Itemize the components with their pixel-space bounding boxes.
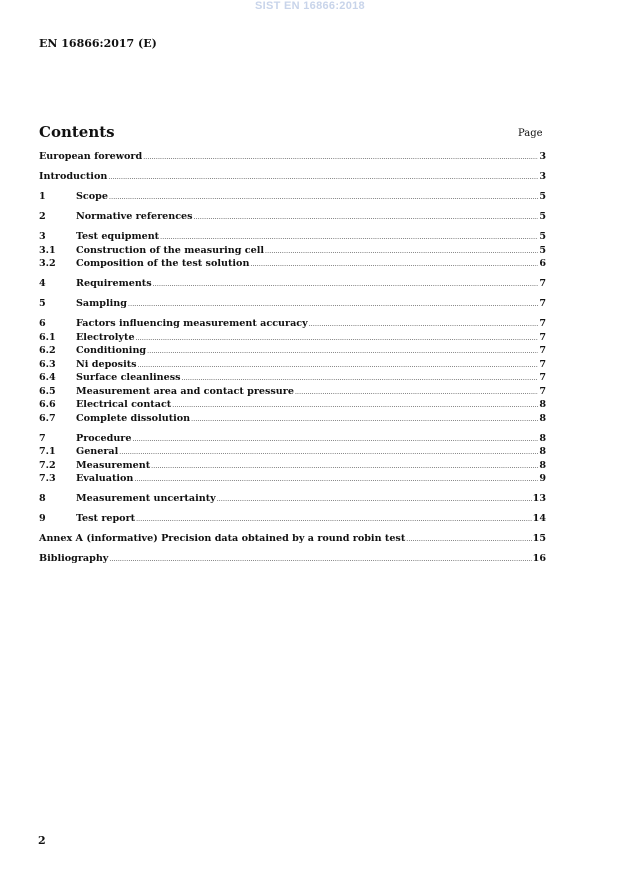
dot-leader (132, 432, 538, 446)
toc-entry-page: 3 (539, 151, 546, 162)
toc-entry-page: 7 (539, 372, 546, 383)
toc-entry[interactable] (39, 385, 546, 399)
toc-entry-page: 6 (539, 258, 546, 269)
toc-entry-page: 5 (539, 244, 546, 256)
toc-entry-number: 6.5 (39, 385, 56, 397)
dot-leader (151, 459, 538, 473)
toc-entry-page: 5 (539, 231, 546, 242)
toc-entry[interactable] (39, 552, 546, 566)
toc-entry-title: Scope (76, 191, 108, 202)
dot-leader (108, 170, 538, 184)
dot-leader (138, 358, 539, 372)
dot-leader (295, 385, 538, 399)
toc-entry[interactable] (39, 512, 546, 526)
toc-entry-number: 6.3 (39, 358, 56, 370)
toc-entry-page: 7 (539, 358, 546, 370)
toc-entry-number: 4 (39, 278, 46, 289)
toc-entry-number: 5 (39, 298, 46, 309)
toc-entry-number: 6.1 (39, 331, 56, 343)
toc-entry-page: 14 (532, 513, 546, 524)
toc-entry-title: Test equipment (76, 231, 160, 242)
toc-entry-title: European foreword (39, 151, 143, 162)
toc-entry-title: Sampling (76, 298, 127, 309)
toc-entry-title: General (76, 446, 119, 457)
toc-entry-title: Normative references (76, 211, 193, 222)
toc-entry-title: Electrical contact (76, 399, 172, 410)
toc-entry[interactable] (39, 257, 546, 271)
toc-entry-title: Measurement uncertainty (76, 493, 216, 504)
toc-entry-title: Electrolyte (76, 331, 135, 343)
toc-entry-number: 8 (39, 493, 46, 504)
toc-entry-title: Introduction (39, 171, 108, 182)
toc-entry[interactable] (39, 170, 546, 184)
dot-leader (194, 210, 539, 224)
toc-entry[interactable] (39, 317, 546, 331)
toc-entry-title: Evaluation (76, 473, 134, 484)
toc-entry-page: 16 (532, 553, 546, 564)
dot-leader (128, 297, 538, 311)
dot-leader (147, 344, 538, 358)
toc-entry[interactable] (39, 371, 546, 385)
toc-entry-number: 6.7 (39, 412, 56, 424)
toc-entry-page: 8 (539, 432, 546, 444)
document-id: EN 16866:2017 (E) (39, 37, 157, 50)
toc-entry[interactable] (39, 398, 546, 412)
toc-entry-number: 6 (39, 318, 46, 329)
toc-entry-title: Annex A (informative) Precision data obtained by a round robin test (39, 533, 406, 544)
toc-entry-page: 5 (539, 191, 546, 202)
dot-leader (182, 371, 539, 385)
toc-entry-page: 7 (539, 318, 546, 329)
table-of-contents (39, 150, 546, 566)
toc-entry-page: 7 (539, 331, 546, 343)
toc-entry-title: Measurement area and contact pressure (76, 385, 294, 397)
dot-leader (119, 445, 538, 459)
toc-entry-number: 3.1 (39, 244, 56, 256)
toc-entry-number: 1 (39, 191, 46, 202)
toc-entry-page: 8 (539, 446, 546, 457)
dot-leader (406, 532, 531, 546)
toc-entry[interactable] (39, 331, 546, 345)
toc-entry-page: 7 (539, 345, 546, 356)
toc-entry[interactable] (39, 344, 546, 358)
toc-entry[interactable] (39, 297, 546, 311)
dot-leader (109, 552, 531, 566)
toc-entry-title: Ni deposits (76, 358, 137, 370)
toc-entry-title: Measurement (76, 459, 151, 471)
toc-entry-page: 5 (539, 211, 546, 222)
toc-entry[interactable] (39, 492, 546, 506)
toc-entry[interactable] (39, 244, 546, 258)
toc-entry-title: Complete dissolution (76, 412, 191, 424)
dot-leader (172, 398, 538, 412)
toc-entry-title: Construction of the measuring cell (76, 244, 265, 256)
toc-entry-page: 9 (539, 473, 546, 484)
dot-leader (191, 412, 538, 426)
dot-leader (153, 277, 539, 291)
dot-leader (265, 244, 538, 258)
toc-entry-number: 3 (39, 231, 46, 242)
toc-entry-title: Factors influencing measurement accuracy (76, 318, 308, 329)
dot-leader (250, 257, 538, 271)
watermark: SIST EN 16866:2018 (255, 0, 365, 12)
toc-entry-page: 7 (539, 278, 546, 289)
dot-leader (309, 317, 539, 331)
toc-entry-title: Requirements (76, 278, 152, 289)
toc-entry[interactable] (39, 432, 546, 446)
toc-entry[interactable] (39, 150, 546, 164)
toc-entry[interactable] (39, 412, 546, 426)
toc-entry-title: Conditioning (76, 345, 147, 356)
toc-entry[interactable] (39, 277, 546, 291)
toc-entry-title: Procedure (76, 432, 132, 444)
dot-leader (217, 492, 532, 506)
toc-entry[interactable] (39, 358, 546, 372)
toc-entry-number: 9 (39, 513, 46, 524)
toc-entry-title: Composition of the test solution (76, 258, 250, 269)
dot-leader (136, 331, 539, 345)
toc-entry[interactable] (39, 472, 546, 486)
toc-entry-page: 7 (539, 385, 546, 397)
dot-leader (134, 472, 538, 486)
toc-entry-page: 3 (539, 171, 546, 182)
dot-leader (160, 230, 538, 244)
toc-entry-number: 2 (39, 211, 46, 222)
dot-leader (143, 150, 538, 164)
toc-entry-page: 15 (532, 533, 546, 544)
toc-entry[interactable] (39, 230, 546, 244)
dot-leader (136, 512, 532, 526)
toc-entry-number: 6.4 (39, 372, 56, 383)
toc-entry-number: 7.2 (39, 459, 56, 471)
toc-entry-title: Bibliography (39, 553, 109, 564)
contents-title: Contents (39, 123, 115, 141)
toc-entry-number: 6.2 (39, 345, 56, 356)
page-number: 2 (38, 834, 46, 847)
toc-entry-number: 7.1 (39, 446, 56, 457)
toc-entry-page: 8 (539, 412, 546, 424)
toc-entry-number: 3.2 (39, 258, 56, 269)
toc-entry[interactable] (39, 459, 546, 473)
toc-entry-number: 7 (39, 432, 46, 444)
toc-entry[interactable] (39, 190, 546, 204)
toc-entry-page: 13 (532, 493, 546, 504)
toc-entry-number: 6.6 (39, 399, 56, 410)
toc-entry-title: Surface cleanliness (76, 372, 181, 383)
page-column-label: Page (518, 128, 543, 139)
toc-entry[interactable] (39, 532, 546, 546)
toc-entry-number: 7.3 (39, 473, 56, 484)
toc-entry-page: 7 (539, 298, 546, 309)
dot-leader (109, 190, 538, 204)
toc-entry-title: Test report (76, 513, 136, 524)
toc-entry-page: 8 (539, 459, 546, 471)
toc-entry-page: 8 (539, 399, 546, 410)
toc-entry[interactable] (39, 445, 546, 459)
toc-entry[interactable] (39, 210, 546, 224)
